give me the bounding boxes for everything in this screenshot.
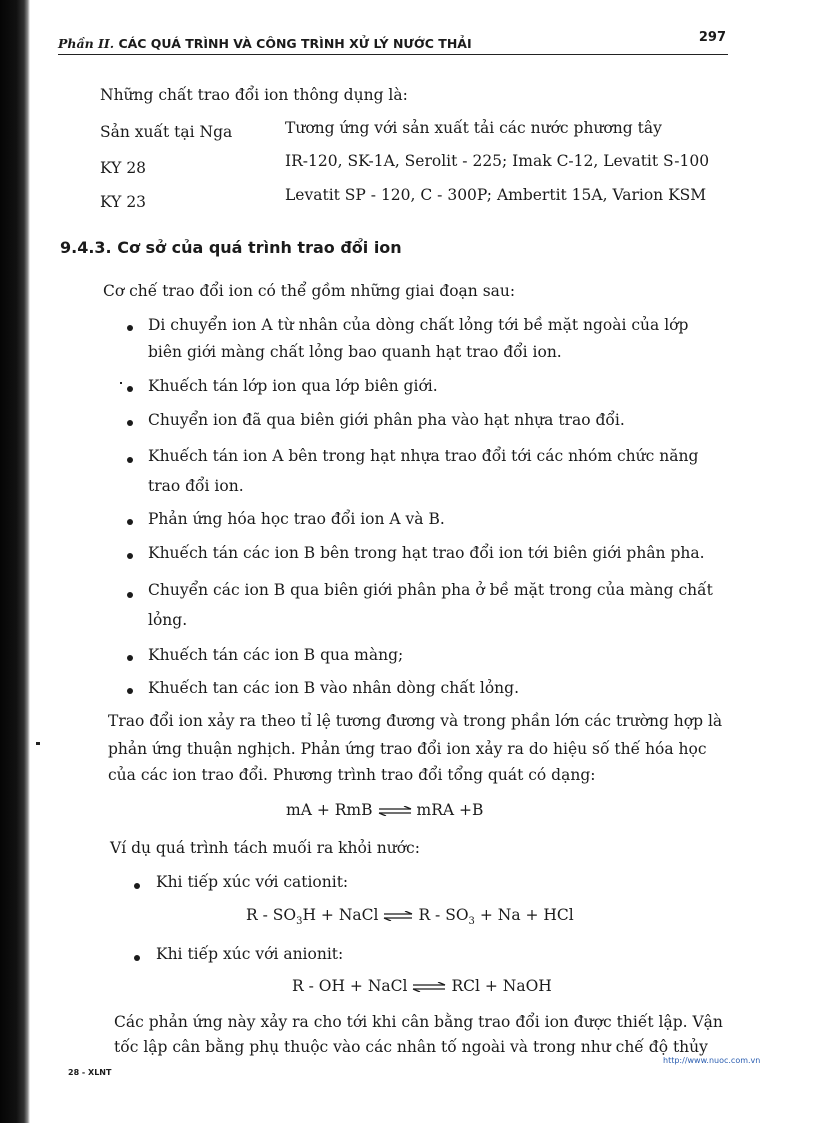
equilibrium-arrow-icon [383, 911, 413, 921]
bullet-dot [127, 420, 133, 426]
table-header-col2: Tương ứng với sản xuất tải các nước phương tây [285, 119, 662, 137]
closing-line: Các phản ứng này xảy ra cho tới khi cân bằng trao đổi ion được thiết lập. Vận [114, 1013, 723, 1031]
bullet-text: Khuếch tán các ion B bên trong hạt trao đổi ion tới biên giới phân pha. [148, 544, 705, 562]
equation-term: R - SO [246, 906, 297, 924]
table-header-col1: Sản xuất tại Nga [100, 123, 233, 141]
book-spine-shadow [0, 0, 30, 1123]
equation-term: RCl + NaOH [451, 977, 552, 995]
equation-general [286, 801, 483, 819]
equation-term: R - SO [418, 906, 469, 924]
bullet-dot [127, 592, 133, 598]
subscript: 3 [296, 916, 303, 928]
bullet-dot [134, 955, 140, 961]
bullet-dot [134, 883, 140, 889]
equation-cation [246, 906, 574, 927]
footer-signature: 28 - XLNT [68, 1068, 112, 1077]
footer-url: http://www.nuoc.com.vn [663, 1056, 761, 1065]
section-heading: 9.4.3. Cơ sở của quá trình trao đổi ion [60, 238, 402, 257]
cation-intro: Khi tiếp xúc với cationit: [156, 873, 349, 891]
equilibrium-arrow-icon [412, 982, 446, 992]
bullet-text-continued: biên giới màng chất lỏng bao quanh hạt trao đổi ion. [148, 343, 562, 361]
bullet-dot [127, 655, 133, 661]
bullet-dot [127, 688, 133, 694]
scan-speck [120, 382, 122, 384]
bullet-text-continued: trao đổi ion. [148, 477, 244, 495]
table-cell: Levatit SP - 120, C - 300P; Ambertit 15A, Varion KSM [285, 186, 707, 204]
bullet-text: Khuếch tán các ion B qua màng; [148, 646, 404, 664]
bullet-text: Phản ứng hóa học trao đổi ion A và B. [148, 510, 445, 528]
page-number: 297 [698, 30, 726, 45]
table-cell: KY 28 [100, 159, 147, 177]
equation-term: H + NaCl [302, 906, 379, 924]
bullet-text: Khuếch tán ion A bên trong hạt nhựa trao đổi tới các nhóm chức năng [148, 447, 699, 465]
bullet-dot [127, 386, 133, 392]
paragraph-line: phản ứng thuận nghịch. Phản ứng trao đổi ion xảy ra do hiệu số thế hóa học [108, 740, 707, 758]
section-lead: Cơ chế trao đổi ion có thể gồm những giai đoạn sau: [103, 282, 516, 300]
equation-term: + Na + HCl [474, 906, 574, 924]
equation-term: R - OH + NaCl [292, 977, 408, 995]
table-cell: IR-120, SK-1A, Serolit - 225; Imak C-12, Levatit S-100 [285, 152, 710, 170]
bullet-text: Di chuyển ion A từ nhân của dòng chất lỏng tới bề mặt ngoài của lớp [148, 316, 689, 334]
bullet-dot [127, 553, 133, 559]
bullet-dot [127, 519, 133, 525]
equation-anion [292, 977, 552, 995]
bullet-text: Chuyển các ion B qua biên giới phân pha ở bề mặt trong của màng chất [148, 581, 713, 599]
equation-right: mRA +B [416, 801, 484, 819]
bullet-text: Khuếch tan các ion B vào nhân dòng chất lỏng. [148, 679, 519, 697]
paragraph-line: Trao đổi ion xảy ra theo tỉ lệ tương đương và trong phần lớn các trường hợp là [108, 712, 723, 730]
bullet-text: Chuyển ion đã qua biên giới phân pha vào hạt nhựa trao đổi. [148, 411, 625, 429]
bullet-text: Khuếch tán lớp ion qua lớp biên giới. [148, 377, 438, 395]
table-cell: KY 23 [100, 193, 147, 211]
equation-left: mA + RmB [286, 801, 373, 819]
anion-intro: Khi tiếp xúc với anionit: [156, 945, 344, 963]
intro-text: Những chất trao đổi ion thông dụng là: [100, 86, 408, 104]
header-title: Phần II. CÁC QUÁ TRÌNH VÀ CÔNG TRÌNH XỬ LÝ NƯỚC THẢI [58, 36, 472, 51]
subscript: 3 [468, 916, 475, 928]
scan-speck [36, 742, 40, 745]
example-intro: Ví dụ quá trình tách muối ra khỏi nước: [110, 839, 420, 857]
bullet-text-continued: lỏng. [148, 611, 188, 629]
bullet-dot [127, 325, 133, 331]
equilibrium-arrow-icon [378, 806, 412, 816]
bullet-dot [127, 457, 133, 463]
closing-line: tốc lập cân bằng phụ thuộc vào các nhân tố ngoài và trong như chế độ thủy [114, 1038, 708, 1056]
running-header [58, 30, 728, 55]
paragraph-line: của các ion trao đổi. Phương trình trao đổi tổng quát có dạng: [108, 766, 596, 784]
